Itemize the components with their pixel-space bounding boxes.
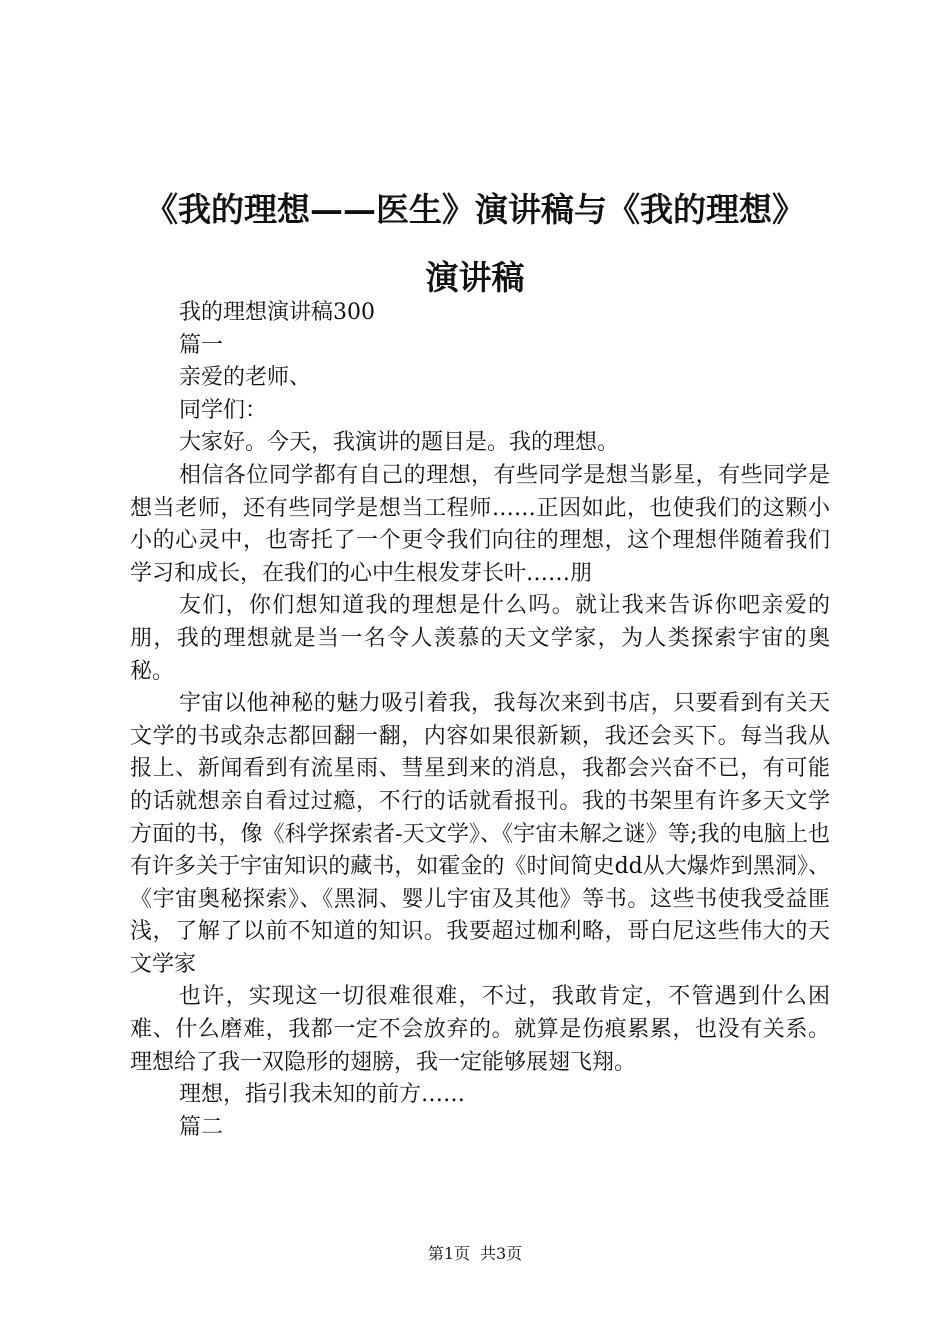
paragraph-section-label: 篇一	[179, 332, 224, 358]
paragraph-greeting: 大家好。今天，我演讲的题目是。我的理想。	[179, 430, 620, 456]
paragraph-salutation: 同学们：	[179, 397, 268, 423]
document-body	[130, 297, 830, 1144]
paragraph-salutation: 亲爱的老师、	[179, 365, 312, 391]
paragraph: 宇宙以他神秘的魅力吸引着我，我每次来到书店，只要看到有关天文学的书或杂志都回翻一翻，内容如果很新颖，我还会买下。每当我从报上、新闻看到有流星雨、彗星到来的消息，我都会兴奋不已，有可能的话就想亲自看过过瘾，不行的话就看报刊。我的书架里有许多天文学方面的书，像《科学探索者-天文学》、《宇宙未解之谜》等;我的电脑上也有许多关于宇宙知识的藏书，如霍金的《时间简史dd从大爆炸到黑洞》、《宇宙奥秘探索》、《黑洞、婴儿宇宙及其他》等书。这些书使我受益匪浅，了解了以前不知道的知识。我要超过枷利略，哥白尼这些伟大的天文学家	[130, 691, 830, 977]
page-footer	[0, 1242, 950, 1266]
paragraph: 友们，你们想知道我的理想是什么吗。就让我来告诉你吧亲爱的朋，我的理想就是当一名令人羡慕的天文学家，为人类探索宇宙的奥秘。	[130, 593, 830, 684]
paragraph-heading: 我的理想演讲稿300	[179, 300, 375, 325]
title-line-1: 《我的理想——医生》演讲稿与《我的理想》	[145, 190, 805, 229]
document-title	[100, 176, 850, 312]
paragraph: 相信各位同学都有自己的理想，有些同学是想当影星，有些同学是想当老师，还有些同学是想当工程师……正因如此，也使我们的这颗小小的心灵中，也寄托了一个更令我们向往的理想，这个理想伴随着我们学习和成长，在我们的心中生根发芽长叶……朋	[130, 462, 830, 586]
paragraph-section-label: 篇二	[179, 1114, 224, 1140]
title-line-2: 演讲稿	[425, 258, 525, 297]
paragraph: 理想，指引我未知的前方……	[179, 1082, 466, 1108]
page-total: 共3页	[480, 1244, 523, 1263]
paragraph: 也许，实现这一切很难很难，不过，我敢肯定，不管遇到什么困难、什么磨难，我都一定不会放弃的。就算是伤痕累累，也没有关系。理想给了我一双隐形的翅膀，我一定能够展翅飞翔。	[130, 984, 830, 1075]
page-number: 第1页	[427, 1244, 470, 1263]
